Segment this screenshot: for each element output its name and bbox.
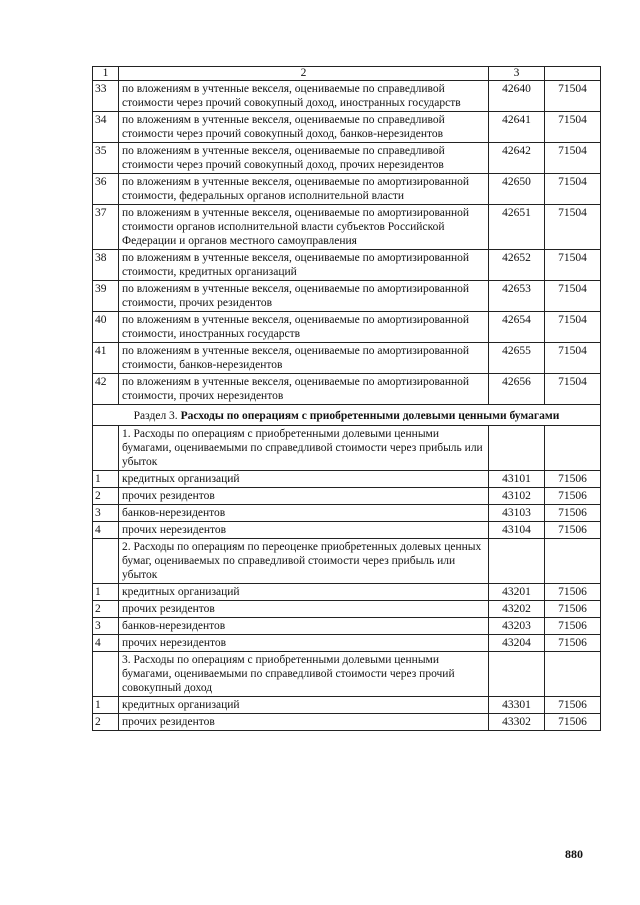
row-number: 4 (93, 522, 119, 539)
row-symbol-code: 71504 (545, 205, 601, 250)
group-number-empty (93, 652, 119, 697)
table-row (93, 81, 601, 112)
row-number: 35 (93, 143, 119, 174)
row-description: прочих нерезидентов (119, 635, 489, 652)
row-symbol-code: 71506 (545, 488, 601, 505)
row-symbol-code: 71506 (545, 471, 601, 488)
row-description: по вложениям в учтенные векселя, оцениваемые по справедливой стоимости через прочий совокупный доход, иностранных государств (119, 81, 489, 112)
row-account-code: 43201 (489, 584, 545, 601)
row-number: 4 (93, 635, 119, 652)
row-description: кредитных организаций (119, 471, 489, 488)
row-number: 3 (93, 505, 119, 522)
table-row (93, 281, 601, 312)
row-account-code: 42653 (489, 281, 545, 312)
row-description: кредитных организаций (119, 584, 489, 601)
row-number: 39 (93, 281, 119, 312)
table-row (93, 697, 601, 714)
row-symbol-code: 71504 (545, 374, 601, 405)
group-symbol-empty (545, 539, 601, 584)
table-row (93, 522, 601, 539)
row-symbol-code: 71504 (545, 281, 601, 312)
row-description: по вложениям в учтенные векселя, оцениваемые по амортизированной стоимости, прочих резидентов (119, 281, 489, 312)
group-code-empty (489, 652, 545, 697)
row-number: 40 (93, 312, 119, 343)
group-header-row (93, 539, 601, 584)
table-row (93, 143, 601, 174)
row-account-code: 43302 (489, 714, 545, 731)
row-symbol-code: 71504 (545, 343, 601, 374)
section-title: Расходы по операциям с приобретенными долевыми ценными бумагами (180, 410, 560, 422)
accounts-table (92, 66, 601, 731)
table-row (93, 343, 601, 374)
row-description: по вложениям в учтенные векселя, оцениваемые по амортизированной стоимости, федеральных органов исполнительной власти (119, 174, 489, 205)
row-symbol-code: 71504 (545, 312, 601, 343)
row-number: 1 (93, 697, 119, 714)
row-description: прочих нерезидентов (119, 522, 489, 539)
accounts-table-body (93, 67, 601, 731)
row-description: по вложениям в учтенные векселя, оцениваемые по амортизированной стоимости, прочих нерезидентов (119, 374, 489, 405)
table-row (93, 584, 601, 601)
row-account-code: 43203 (489, 618, 545, 635)
row-symbol-code: 71506 (545, 635, 601, 652)
row-account-code: 43101 (489, 471, 545, 488)
header-col-2: 2 (119, 67, 489, 81)
table-row (93, 174, 601, 205)
row-description: прочих резидентов (119, 488, 489, 505)
row-symbol-code: 71504 (545, 174, 601, 205)
row-symbol-code: 71506 (545, 522, 601, 539)
table-row (93, 374, 601, 405)
row-description: банков-нерезидентов (119, 505, 489, 522)
group-number-empty (93, 539, 119, 584)
row-symbol-code: 71506 (545, 618, 601, 635)
row-symbol-code: 71504 (545, 143, 601, 174)
row-number: 38 (93, 250, 119, 281)
row-number: 34 (93, 112, 119, 143)
group-header-row (93, 652, 601, 697)
group-code-empty (489, 539, 545, 584)
row-account-code: 42642 (489, 143, 545, 174)
table-row (93, 635, 601, 652)
row-number: 36 (93, 174, 119, 205)
row-number: 2 (93, 601, 119, 618)
row-number: 41 (93, 343, 119, 374)
section-header (93, 405, 601, 426)
row-description: по вложениям в учтенные векселя, оцениваемые по амортизированной стоимости органов исполнительной власти субъектов Российской Федерации и органов местного самоуправления (119, 205, 489, 250)
row-symbol-code: 71506 (545, 584, 601, 601)
section-header-row (93, 405, 601, 426)
header-col-1: 1 (93, 67, 119, 81)
row-description: прочих резидентов (119, 714, 489, 731)
row-number: 2 (93, 714, 119, 731)
group-number-empty (93, 426, 119, 471)
row-account-code: 42641 (489, 112, 545, 143)
page-number: 880 (565, 847, 583, 861)
group-symbol-empty (545, 652, 601, 697)
row-description: по вложениям в учтенные векселя, оцениваемые по справедливой стоимости через прочий совокупный доход, банков-нерезидентов (119, 112, 489, 143)
table-row (93, 714, 601, 731)
row-description: по вложениям в учтенные векселя, оцениваемые по амортизированной стоимости, банков-нерезидентов (119, 343, 489, 374)
table-row (93, 505, 601, 522)
group-code-empty (489, 426, 545, 471)
table-row (93, 112, 601, 143)
row-account-code: 43104 (489, 522, 545, 539)
row-symbol-code: 71504 (545, 112, 601, 143)
table-row (93, 618, 601, 635)
row-number: 42 (93, 374, 119, 405)
row-description: по вложениям в учтенные векселя, оцениваемые по амортизированной стоимости, кредитных организаций (119, 250, 489, 281)
group-title: 2. Расходы по операциям по переоценке приобретенных долевых ценных бумаг, оцениваемых по справедливой стоимости через прибыль или убыток (119, 539, 489, 584)
row-account-code: 42650 (489, 174, 545, 205)
row-account-code: 42654 (489, 312, 545, 343)
table-row (93, 205, 601, 250)
row-number: 3 (93, 618, 119, 635)
row-number: 1 (93, 471, 119, 488)
row-account-code: 42651 (489, 205, 545, 250)
row-description: по вложениям в учтенные векселя, оцениваемые по амортизированной стоимости, иностранных государств (119, 312, 489, 343)
row-symbol-code: 71506 (545, 505, 601, 522)
group-title: 3. Расходы по операциям с приобретенными долевыми ценными бумагами, оцениваемыми по справедливой стоимости через прочий совокупный доход (119, 652, 489, 697)
row-account-code: 43301 (489, 697, 545, 714)
row-number: 37 (93, 205, 119, 250)
table-row (93, 250, 601, 281)
row-account-code: 42655 (489, 343, 545, 374)
row-account-code: 42656 (489, 374, 545, 405)
row-symbol-code: 71504 (545, 81, 601, 112)
row-symbol-code: 71506 (545, 697, 601, 714)
row-symbol-code: 71506 (545, 601, 601, 618)
row-number: 2 (93, 488, 119, 505)
row-description: по вложениям в учтенные векселя, оцениваемые по справедливой стоимости через прочий совокупный доход, прочих нерезидентов (119, 143, 489, 174)
table-row (93, 471, 601, 488)
row-number: 33 (93, 81, 119, 112)
row-description: кредитных организаций (119, 697, 489, 714)
row-description: банков-нерезидентов (119, 618, 489, 635)
header-col-3: 3 (489, 67, 545, 81)
table-row (93, 312, 601, 343)
row-symbol-code: 71506 (545, 714, 601, 731)
row-account-code: 42652 (489, 250, 545, 281)
header-row (93, 67, 601, 81)
table-row (93, 601, 601, 618)
row-description: прочих резидентов (119, 601, 489, 618)
row-account-code: 42640 (489, 81, 545, 112)
group-symbol-empty (545, 426, 601, 471)
group-header-row (93, 426, 601, 471)
row-account-code: 43202 (489, 601, 545, 618)
section-prefix: Раздел 3. (133, 410, 181, 422)
header-col-4 (545, 67, 601, 81)
row-account-code: 43102 (489, 488, 545, 505)
group-title: 1. Расходы по операциям с приобретенными долевыми ценными бумагами, оцениваемыми по справедливой стоимости через прибыль или убыток (119, 426, 489, 471)
row-symbol-code: 71504 (545, 250, 601, 281)
table-row (93, 488, 601, 505)
row-account-code: 43204 (489, 635, 545, 652)
row-account-code: 43103 (489, 505, 545, 522)
row-number: 1 (93, 584, 119, 601)
